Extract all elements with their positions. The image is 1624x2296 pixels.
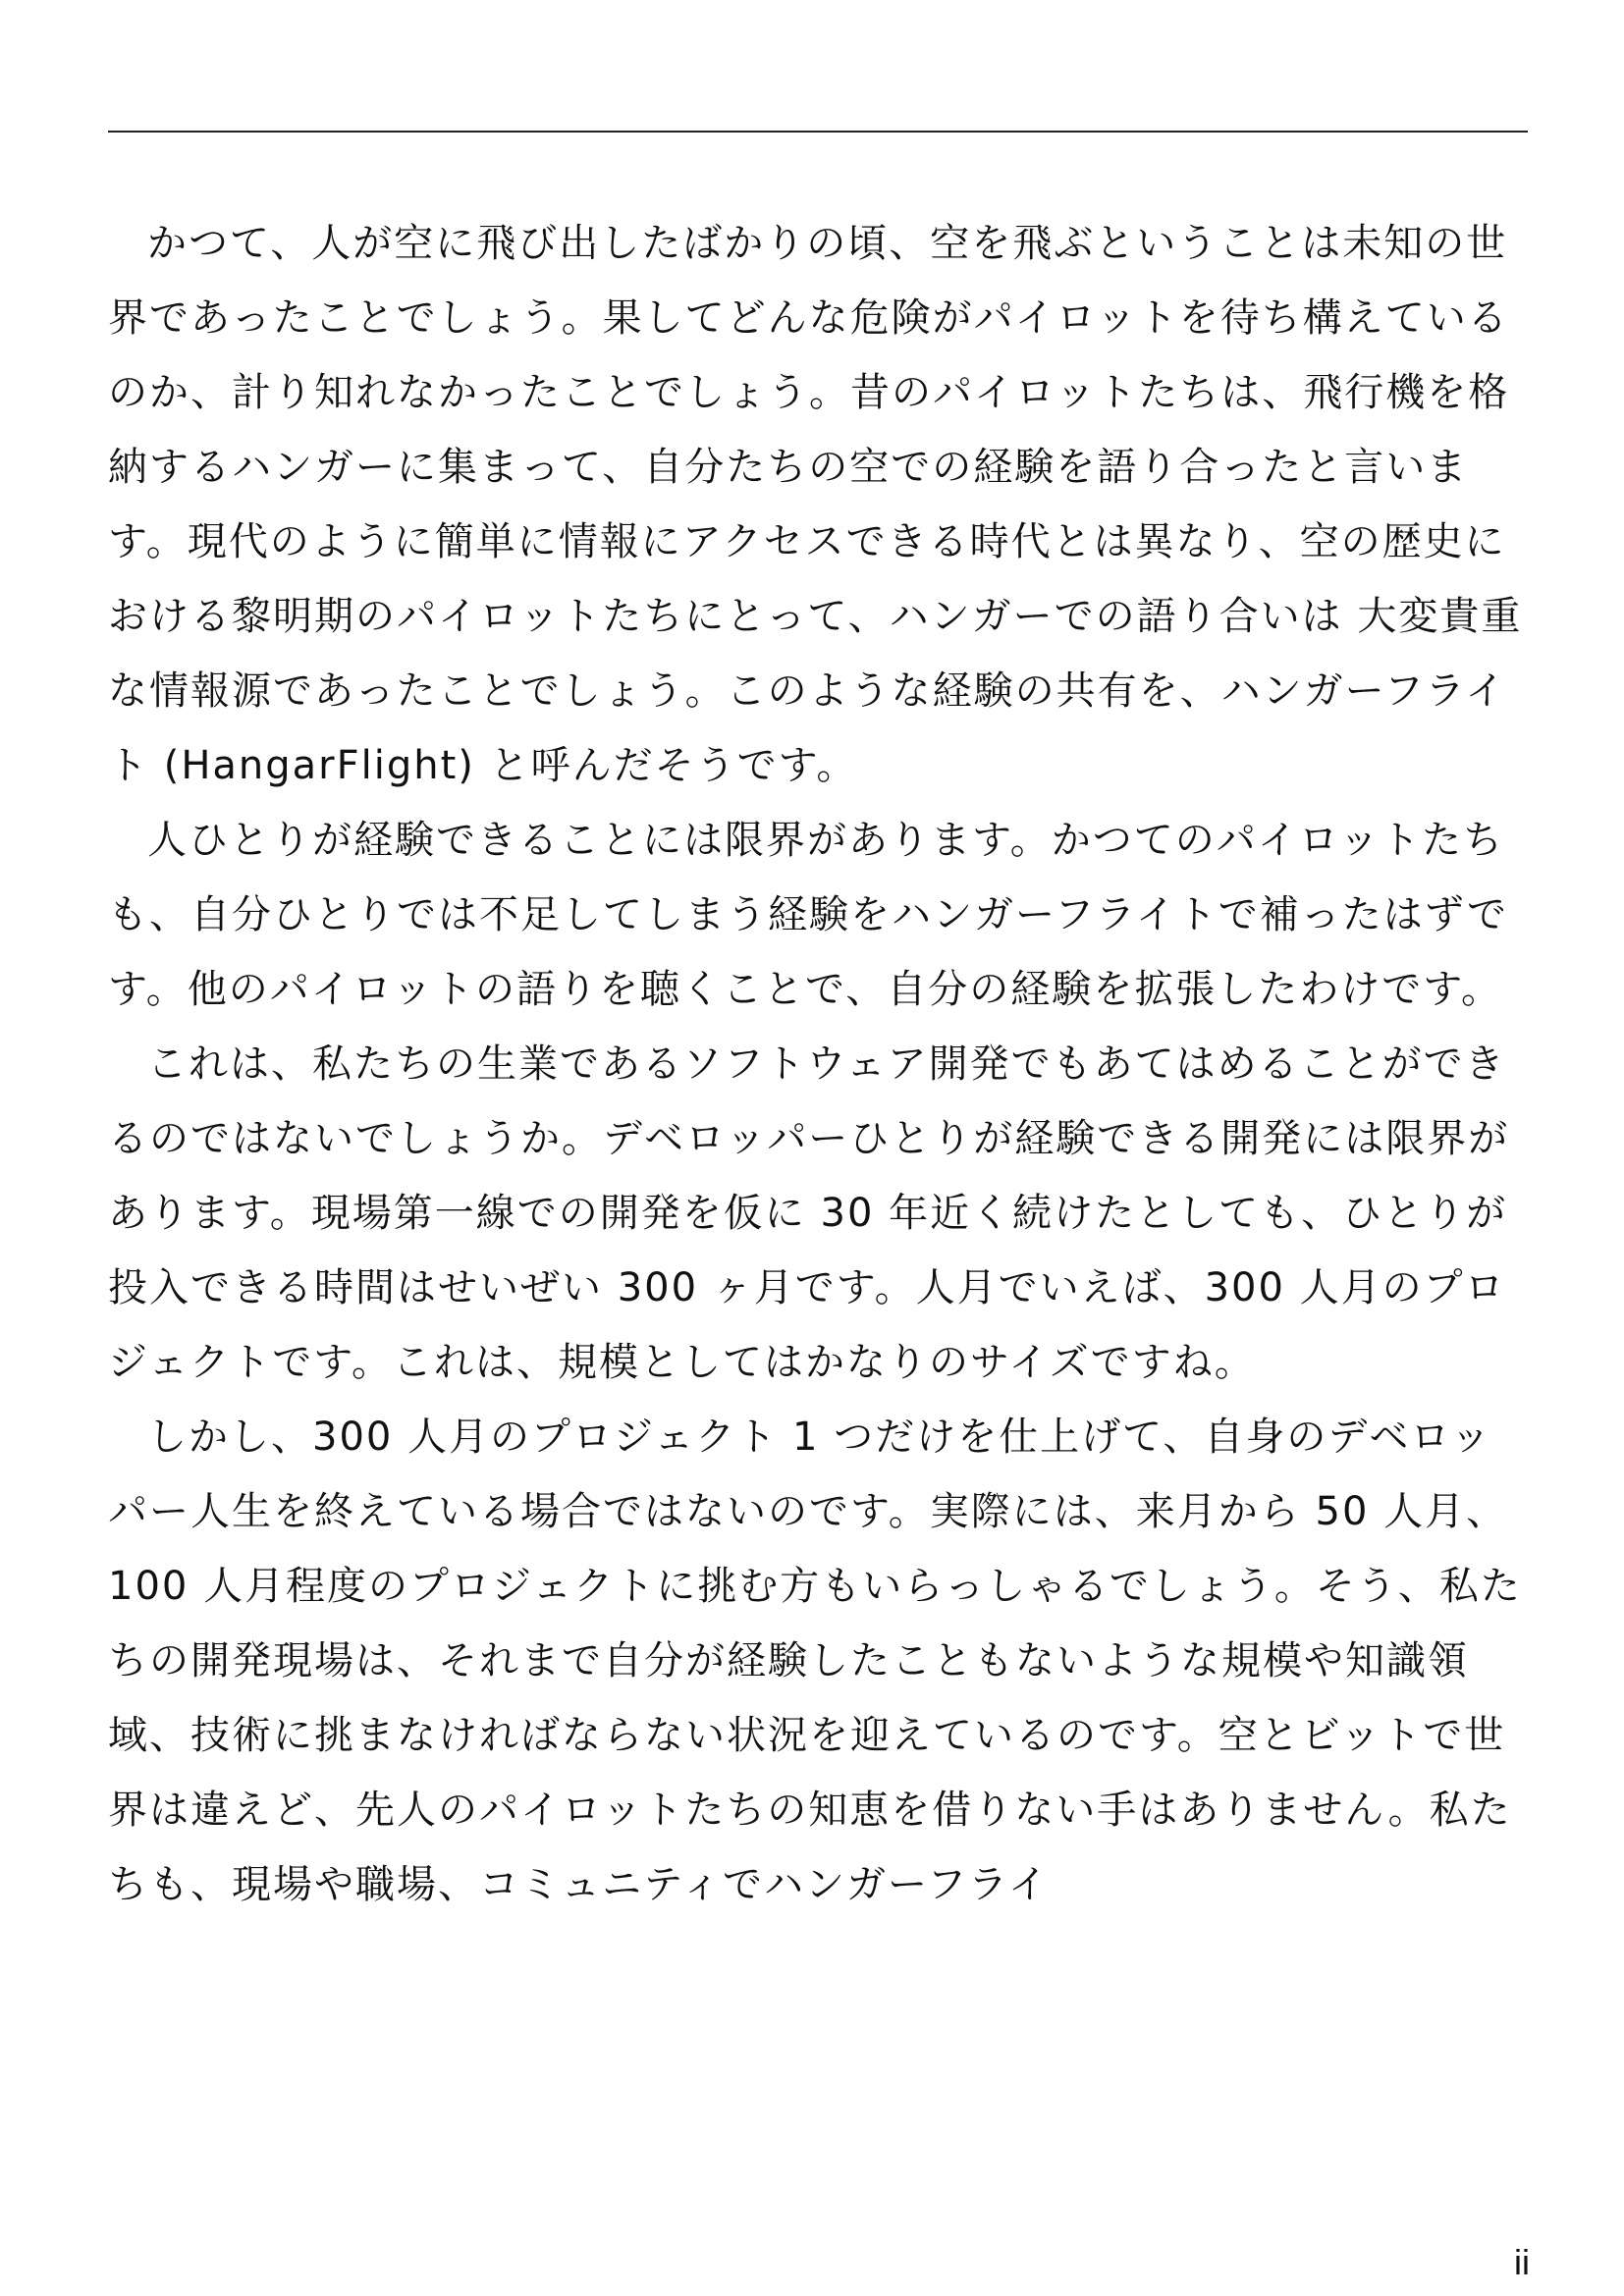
paragraph: これは、私たちの生業であるソフトウェア開発でもあてはめることができるのではないでしょうか。デベロッパーひとりが経験できる開発には限界があります。現場第一線での開発を仮に 30 年近く続けたとしても、ひとりが投入できる時間はせいぜい 300 ヶ月です。人月でいえば、300 人月のプロジェクトです。これは、規模としてはかなりのサイズですね。 bbox=[108, 1041, 1510, 1385]
paragraph: 人ひとりが経験できることには限界があります。かつてのパイロットたちも、自分ひとりでは不足してしまう経験をハンガーフライトで補ったはずです。他のパイロットの語りを聴くことで、自分の経験を拡張したわけです。 bbox=[108, 818, 1508, 1012]
page-number: ii bbox=[1514, 2242, 1530, 2282]
body-text bbox=[108, 206, 1528, 1922]
paragraph: しかし、300 人月のプロジェクト 1 つだけを仕上げて、自身のデベロッパー人生を終えている場合ではないのです。実際には、来月から 50 人月、100 人月程度のプロジェクトに挑む方もいらっしゃるでしょう。そう、私たちの開発現場は、それまで自分が経験したこともないような規模や知識領域、技術に挑まなければならない状況を迎えているのです。空とビットで世界は違えど、先人のパイロットたちの知恵を借りない手はありません。私たちも、現場や職場、コミュニティでハンガーフライ bbox=[108, 1415, 1522, 1907]
paragraph: かつて、人が空に飛び出したばかりの頃、空を飛ぶということは未知の世界であったことでしょう。果してどんな危険がパイロットを待ち構えているのか、計り知れなかったことでしょう。昔のパイロットたちは、飛行機を格納するハンガーに集まって、自分たちの空での経験を語り合ったと言います。現代のように簡単に情報にアクセスできる時代とは異なり、空の歴史における黎明期のパイロットたちにとって、ハンガーでの語り合いは 大変貴重な情報源であったことでしょう。このような経験の共有を、ハンガーフライト (HangarFlight) と呼んだそうです。 bbox=[108, 221, 1523, 788]
header-rule bbox=[108, 131, 1528, 133]
